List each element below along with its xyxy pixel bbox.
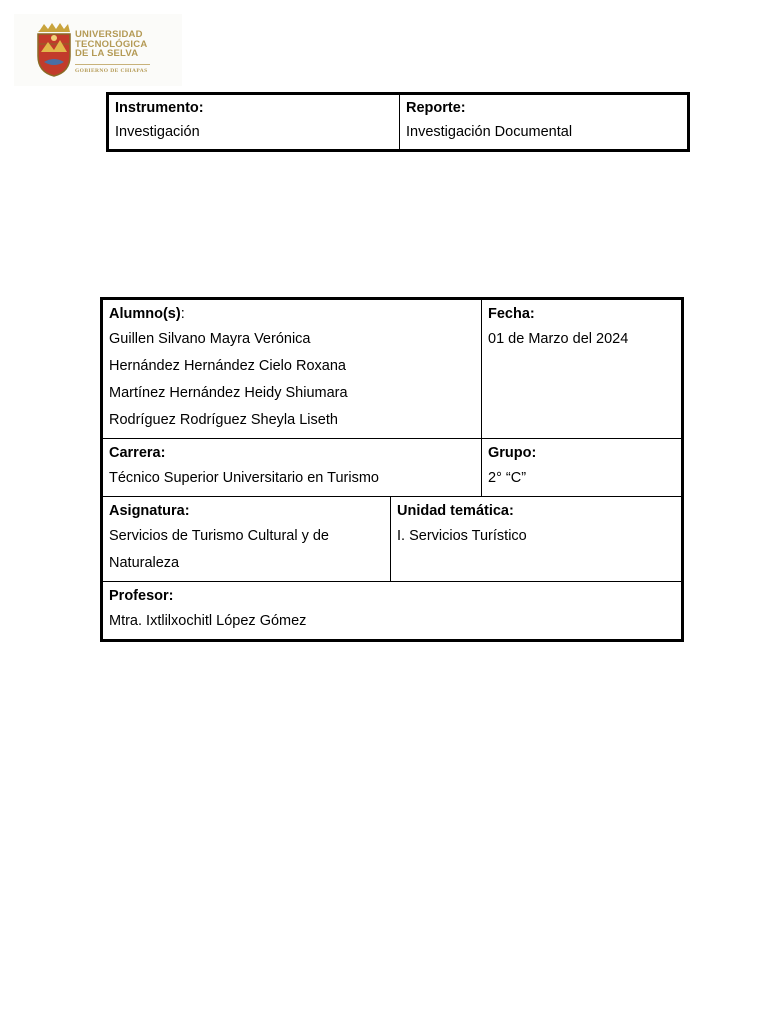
logo-text (75, 30, 147, 59)
profesor-label: Profesor: (109, 588, 174, 604)
grupo-cell (482, 439, 683, 497)
logo-subtitle: GOBIERNO DE CHIAPAS (75, 68, 148, 74)
unidad-value: I. Servicios Turístico (397, 528, 527, 544)
unidad-cell (391, 497, 683, 582)
reporte-cell (400, 94, 689, 151)
fecha-label: Fecha: (488, 306, 535, 322)
reporte-label: Reporte: (406, 100, 466, 116)
header-table (106, 92, 690, 152)
alumno-name: Rodríguez Rodríguez Sheyla Liseth (109, 412, 338, 428)
alumnos-label: Alumno(s) (109, 306, 181, 322)
asignatura-cell (102, 497, 391, 582)
fecha-value: 01 de Marzo del 2024 (488, 331, 629, 347)
alumnos-cell (102, 299, 482, 439)
alumno-name: Martínez Hernández Heidy Shiumara (109, 385, 348, 401)
university-logo (14, 14, 182, 86)
instrumento-label: Instrumento: (115, 100, 204, 116)
logo-divider (75, 64, 150, 65)
carrera-value: Técnico Superior Universitario en Turismo (109, 470, 379, 486)
carrera-cell (102, 439, 482, 497)
profesor-cell (102, 582, 683, 641)
logo-line-3: DE LA SELVA (75, 48, 139, 59)
instrumento-cell (108, 94, 400, 151)
profesor-value: Mtra. Ixtlilxochitl López Gómez (109, 613, 307, 629)
alumnos-colon: : (180, 306, 185, 322)
instrumento-value: Investigación (115, 124, 200, 140)
asignatura-value: Servicios de Turismo Cultural y de Naturaleza (109, 528, 329, 571)
asignatura-label: Asignatura: (109, 503, 190, 519)
grupo-value: 2° “C” (488, 470, 527, 486)
logo-line-1: UNIVERSIDAD (75, 29, 143, 40)
fecha-cell (482, 299, 683, 439)
info-table (100, 297, 684, 642)
alumno-name: Guillen Silvano Mayra Verónica (109, 331, 311, 347)
alumnos-heading (109, 302, 475, 326)
carrera-label: Carrera: (109, 445, 166, 461)
reporte-value: Investigación Documental (406, 124, 573, 140)
logo-line-2: TECNOLÓGICA (75, 38, 148, 50)
crest-icon (36, 22, 72, 78)
unidad-label: Unidad temática: (397, 503, 514, 519)
alumno-name: Hernández Hernández Cielo Roxana (109, 358, 346, 374)
grupo-label: Grupo: (488, 445, 537, 461)
